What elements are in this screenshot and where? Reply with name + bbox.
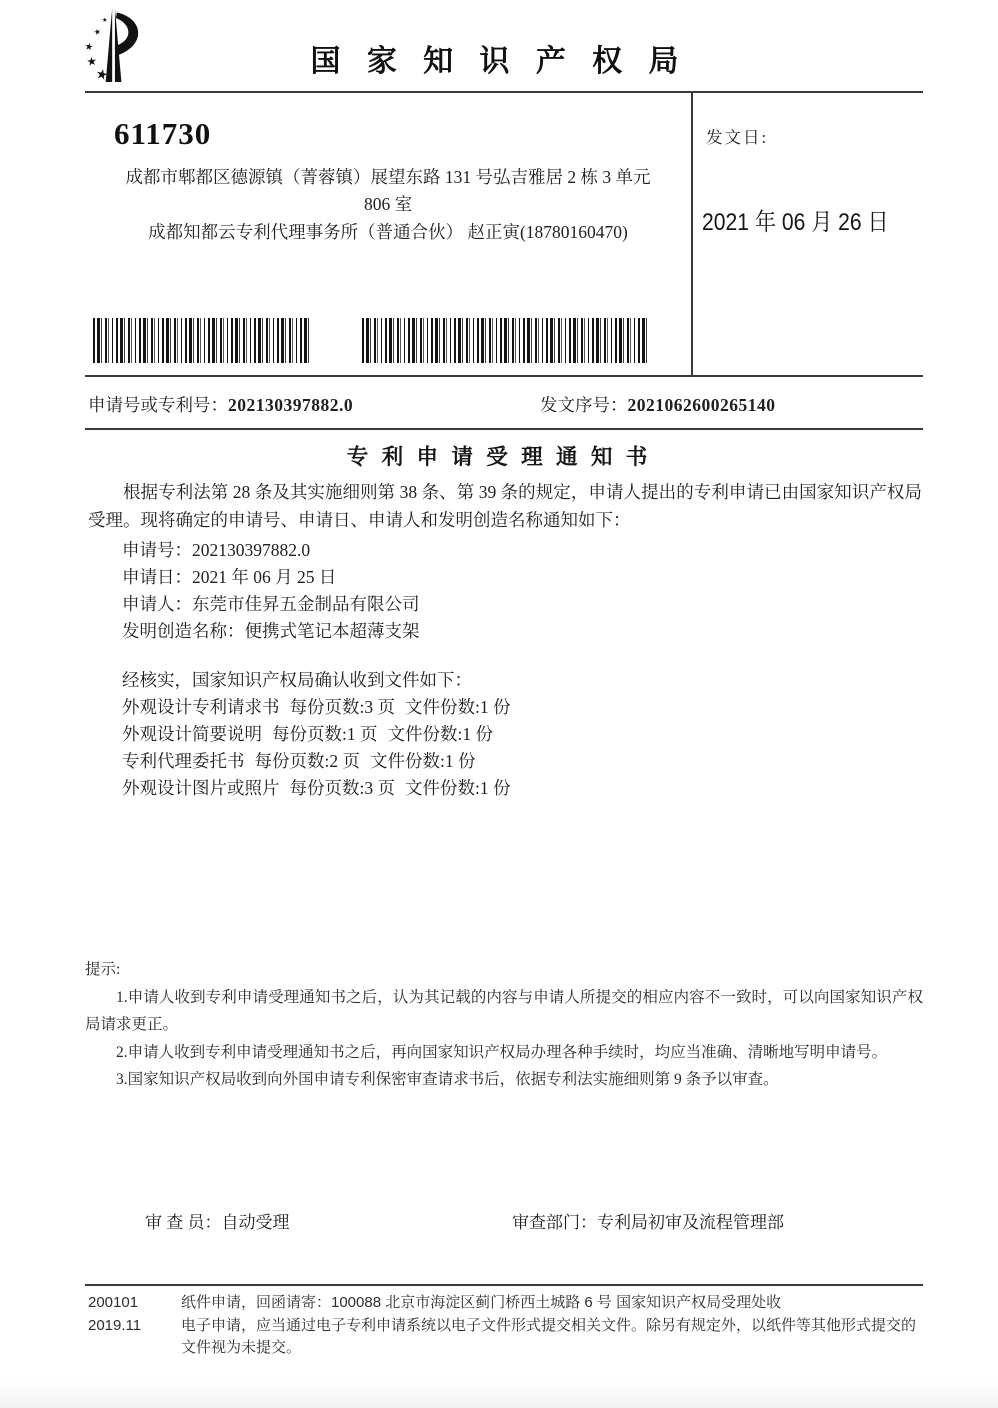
application-number-value: 202130397882.0 xyxy=(228,395,354,415)
reference-row xyxy=(88,392,922,417)
page-bottom-shade xyxy=(0,1380,998,1408)
examiner-value: 自动受理 xyxy=(221,1213,290,1232)
recipient-block xyxy=(88,116,688,246)
footer-row-paper xyxy=(88,1292,938,1315)
footer-row-electronic xyxy=(88,1315,938,1360)
received-documents xyxy=(122,667,511,802)
received-doc-line: 外观设计简要说明 每份页数:1 页 文件份数:1 份 xyxy=(122,724,493,744)
examiner-label: 审 查 员： xyxy=(145,1213,222,1232)
reference-divider xyxy=(85,428,923,430)
field-invention-title: 发明创造名称：便携式笔记本超薄支架 xyxy=(122,621,420,641)
received-doc-line: 外观设计专利请求书 每份页数:3 页 文件份数:1 份 xyxy=(122,697,511,717)
dispatch-date-label: 发文日: xyxy=(706,128,769,147)
tip-item-1: 1.申请人收到专利申请受理通知书之后，认为其记载的内容与申请人所提交的相应内容不一致时，可以向国家知识产权局请求更正。 xyxy=(85,988,923,1033)
field-applicant: 申请人：东莞市佳昇五金制品有限公司 xyxy=(122,594,420,614)
notice-intro-paragraph: 根据专利法第 28 条及其实施细则第 38 条、第 39 条的规定，申请人提出的专利申请已由国家知识产权局受理。现将确定的申请号、申请日、申请人和发明创造名称通知如下： xyxy=(88,482,922,530)
dispatch-serial-value: 2021062600265140 xyxy=(627,395,776,415)
application-number-label: 申请号或专利号： xyxy=(88,395,228,415)
header-divider xyxy=(85,91,923,93)
agency-and-agent: 成都知都云专利代理事务所（普通合伙） 赵正寅(18780160470) xyxy=(148,222,628,242)
field-application-number: 申请号：202130397882.0 xyxy=(122,540,311,560)
form-version: 2019.11 xyxy=(88,1316,142,1334)
received-doc-line: 外观设计图片或照片 每份页数:3 页 文件份数:1 份 xyxy=(122,778,511,798)
dispatch-serial-barcode xyxy=(362,318,649,363)
dispatch-date-value: 2021 年 06 月 26 日 xyxy=(702,209,889,236)
application-fields xyxy=(122,537,420,645)
footer-notes xyxy=(88,1292,938,1360)
application-number-barcode xyxy=(93,318,311,363)
notice-title: 专 利 申 请 受 理 通 知 书 xyxy=(346,445,652,469)
mid-divider xyxy=(85,375,923,377)
tips-label: 提示: xyxy=(85,961,121,978)
department-value: 专利局初审及流程管理部 xyxy=(597,1213,784,1232)
dispatch-serial-label: 发文序号： xyxy=(540,395,628,415)
postal-code: 611730 xyxy=(114,116,212,151)
tips-section xyxy=(85,956,923,1094)
recipient-address-line2: 806 室 xyxy=(363,194,413,214)
footer-paper-note: 纸件申请，回函请寄：100088 北京市海淀区蓟门桥西土城路 6 号 国家知识产权局受理处收 xyxy=(181,1294,782,1311)
form-code: 200101 xyxy=(88,1294,139,1311)
received-intro: 经核实，国家知识产权局确认收到文件如下： xyxy=(122,670,472,690)
org-title: 国 家 知 识 产 权 局 xyxy=(310,45,688,78)
received-doc-line: 专利代理委托书 每份页数:2 页 文件份数:1 份 xyxy=(122,751,476,771)
footer-electronic-note: 电子申请，应当通过电子专利申请系统以电子文件形式提交相关文件。除另有规定外，以纸件等其他形式提交的文件视为未提交。 xyxy=(181,1316,917,1356)
footer-divider xyxy=(85,1284,923,1286)
dispatch-box-divider xyxy=(691,91,693,375)
field-application-date: 申请日：2021 年 06 月 25 日 xyxy=(122,567,337,587)
recipient-address-line1: 成都市郫都区德源镇（菁蓉镇）展望东路 131 号弘吉雅居 2 栋 3 单元 xyxy=(125,167,651,187)
tip-item-3: 3.国家知识产权局收到向外国申请专利保密审查请求书后，依据专利法实施细则第 9 条予以审查。 xyxy=(116,1071,779,1088)
tip-item-2: 2.申请人收到专利申请受理通知书之后，再向国家知识产权局办理各种手续时，均应当准确、清晰地写明申请号。 xyxy=(116,1043,888,1061)
department-label: 审查部门： xyxy=(512,1213,597,1232)
